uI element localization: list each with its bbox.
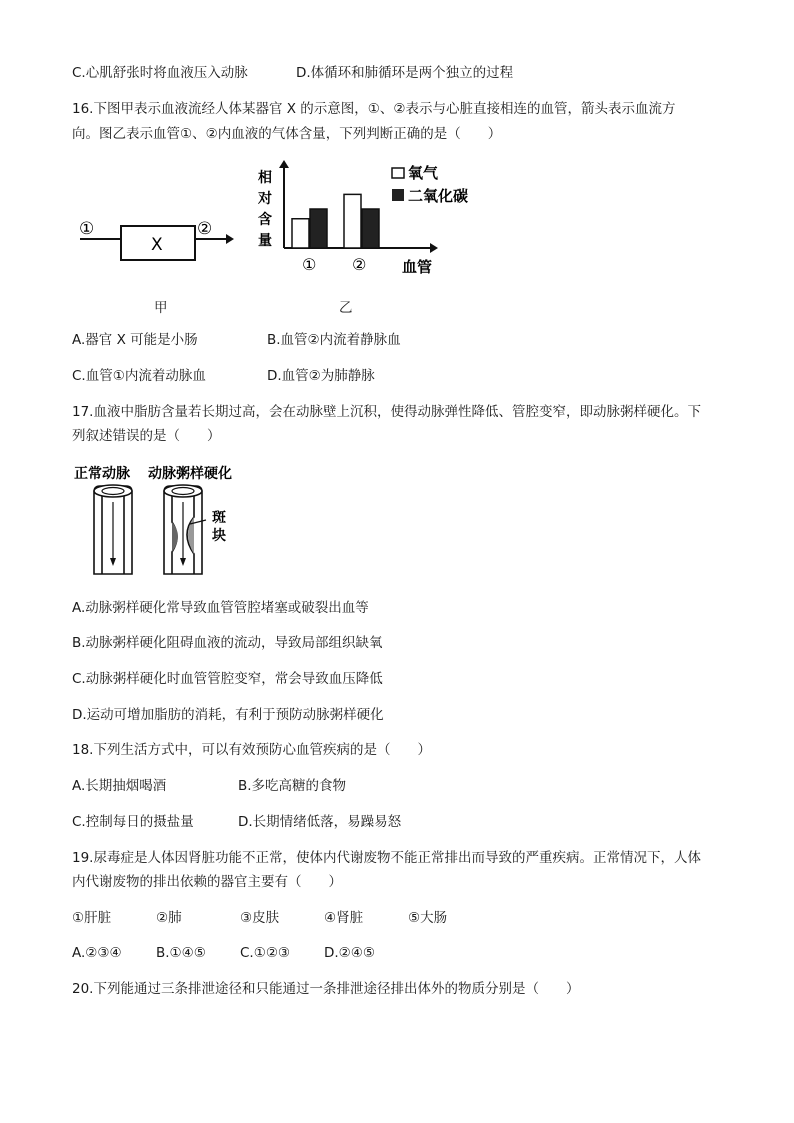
ylabel-char-0: 相 bbox=[258, 170, 272, 186]
chart-ylabel bbox=[257, 169, 272, 249]
chart-bars bbox=[292, 194, 379, 248]
q19-item-1: ①肝脏 bbox=[72, 910, 112, 926]
q18-option-b: B.多吃高糖的食物 bbox=[238, 778, 347, 794]
q17-option-d: D.运动可增加脂肪的消耗，有利于预防动脉粥样硬化 bbox=[72, 707, 384, 723]
category-label-2: ② bbox=[352, 255, 367, 274]
q17-artery-figure bbox=[72, 462, 252, 584]
q19-option-c: C.①②③ bbox=[240, 945, 291, 961]
label-normal-artery: 正常动脉 bbox=[74, 466, 130, 482]
q17-option-b: B.动脉粥样硬化阻碍血液的流动，导致局部组织缺氧 bbox=[72, 635, 383, 651]
q16-figure-yi-chart bbox=[252, 160, 502, 285]
atherosclerosis-artery-drawing bbox=[164, 485, 206, 574]
y-axis-arrow bbox=[279, 160, 289, 168]
q15-option-d: D.体循环和肺循环是两个独立的过程 bbox=[296, 65, 514, 81]
q17-option-c: C.动脉粥样硬化时血管管腔变窄，常会导致血压降低 bbox=[72, 671, 383, 687]
bar-oxygen-vessel-2 bbox=[344, 194, 361, 248]
q18-option-d: D.长期情绪低落，易躁易怒 bbox=[238, 814, 402, 830]
q18-stem: 18.下列生活方式中，可以有效预防心血管疾病的是（ ） bbox=[72, 742, 431, 758]
legend-label-oxygen: 氧气 bbox=[408, 164, 439, 182]
ylabel-char-2: 含 bbox=[258, 212, 272, 228]
chart-xlabel: 血管 bbox=[402, 258, 433, 276]
q16-stem-line2: 向。图乙表示血管①、②内血液的气体含量，下列判断正确的是（ ） bbox=[72, 126, 502, 142]
bar-oxygen-vessel-1 bbox=[292, 219, 309, 248]
bar-co2-vessel-1 bbox=[310, 209, 327, 248]
chart-legend bbox=[392, 164, 468, 205]
legend-label-co2: 二氧化碳 bbox=[408, 187, 469, 205]
q19-item-3: ③皮肤 bbox=[240, 910, 280, 926]
label-plaque-char2: 块 bbox=[212, 528, 226, 544]
q19-item-2: ②肺 bbox=[156, 910, 182, 926]
label-plaque-char1: 斑 bbox=[212, 510, 226, 526]
x-axis-arrow bbox=[430, 243, 438, 253]
q16-option-c: C.血管①内流着动脉血 bbox=[72, 368, 206, 384]
jia-box-label: X bbox=[151, 235, 163, 255]
q19-option-b: B.①④⑤ bbox=[156, 945, 206, 961]
q17-option-a: A.动脉粥样硬化常导致血管管腔堵塞或破裂出血等 bbox=[72, 600, 369, 616]
normal-artery-drawing bbox=[94, 485, 132, 574]
q16-stem-line1: 16.下图甲表示血液流经人体某器官 X 的示意图，①、②表示与心脏直接相连的血管，箭头表示血流方 bbox=[72, 101, 676, 117]
q16-caption-yi: 乙 bbox=[339, 300, 353, 316]
bar-co2-vessel-2 bbox=[362, 209, 379, 248]
jia-in-label: ① bbox=[79, 219, 95, 239]
legend-swatch-oxygen bbox=[392, 168, 404, 178]
q19-stem-line2: 内代谢废物的排出依赖的器官主要有（ ） bbox=[72, 874, 342, 890]
q19-item-5: ⑤大肠 bbox=[408, 910, 448, 926]
label-atherosclerosis: 动脉粥样硬化 bbox=[148, 466, 232, 482]
category-label-1: ① bbox=[302, 255, 317, 274]
q19-item-4: ④肾脏 bbox=[324, 910, 364, 926]
q17-stem-line2: 列叙述错误的是（ ） bbox=[72, 428, 221, 444]
q16-caption-jia: 甲 bbox=[154, 300, 168, 316]
ylabel-char-3: 量 bbox=[258, 233, 272, 249]
q16-figure-jia bbox=[76, 210, 236, 280]
jia-out-label: ② bbox=[197, 219, 213, 239]
q16-option-b: B.血管②内流着静脉血 bbox=[267, 332, 401, 348]
q18-option-a: A.长期抽烟喝酒 bbox=[72, 778, 167, 794]
legend-swatch-co2 bbox=[392, 189, 404, 201]
q16-option-a: A.器官 X 可能是小肠 bbox=[72, 332, 198, 348]
q19-option-d: D.②④⑤ bbox=[324, 945, 375, 961]
q19-stem-line1: 19.尿毒症是人体因肾脏功能不正常，使体内代谢废物不能正常排出而导致的严重疾病。正常情况下，人体 bbox=[72, 850, 701, 866]
q19-option-a: A.②③④ bbox=[72, 945, 122, 961]
q18-option-c: C.控制每日的摄盐量 bbox=[72, 814, 194, 830]
q15-option-c: C.心肌舒张时将血液压入动脉 bbox=[72, 65, 248, 81]
q20-stem: 20.下列能通过三条排泄途径和只能通过一条排泄途径排出体外的物质分别是（ ） bbox=[72, 981, 580, 997]
ylabel-char-1: 对 bbox=[258, 191, 272, 207]
q16-option-d: D.血管②为肺静脉 bbox=[267, 368, 375, 384]
q17-stem-line1: 17.血液中脂肪含量若长期过高，会在动脉壁上沉积，使得动脉弹性降低、管腔变窄，即动脉粥样硬化。下 bbox=[72, 404, 701, 420]
